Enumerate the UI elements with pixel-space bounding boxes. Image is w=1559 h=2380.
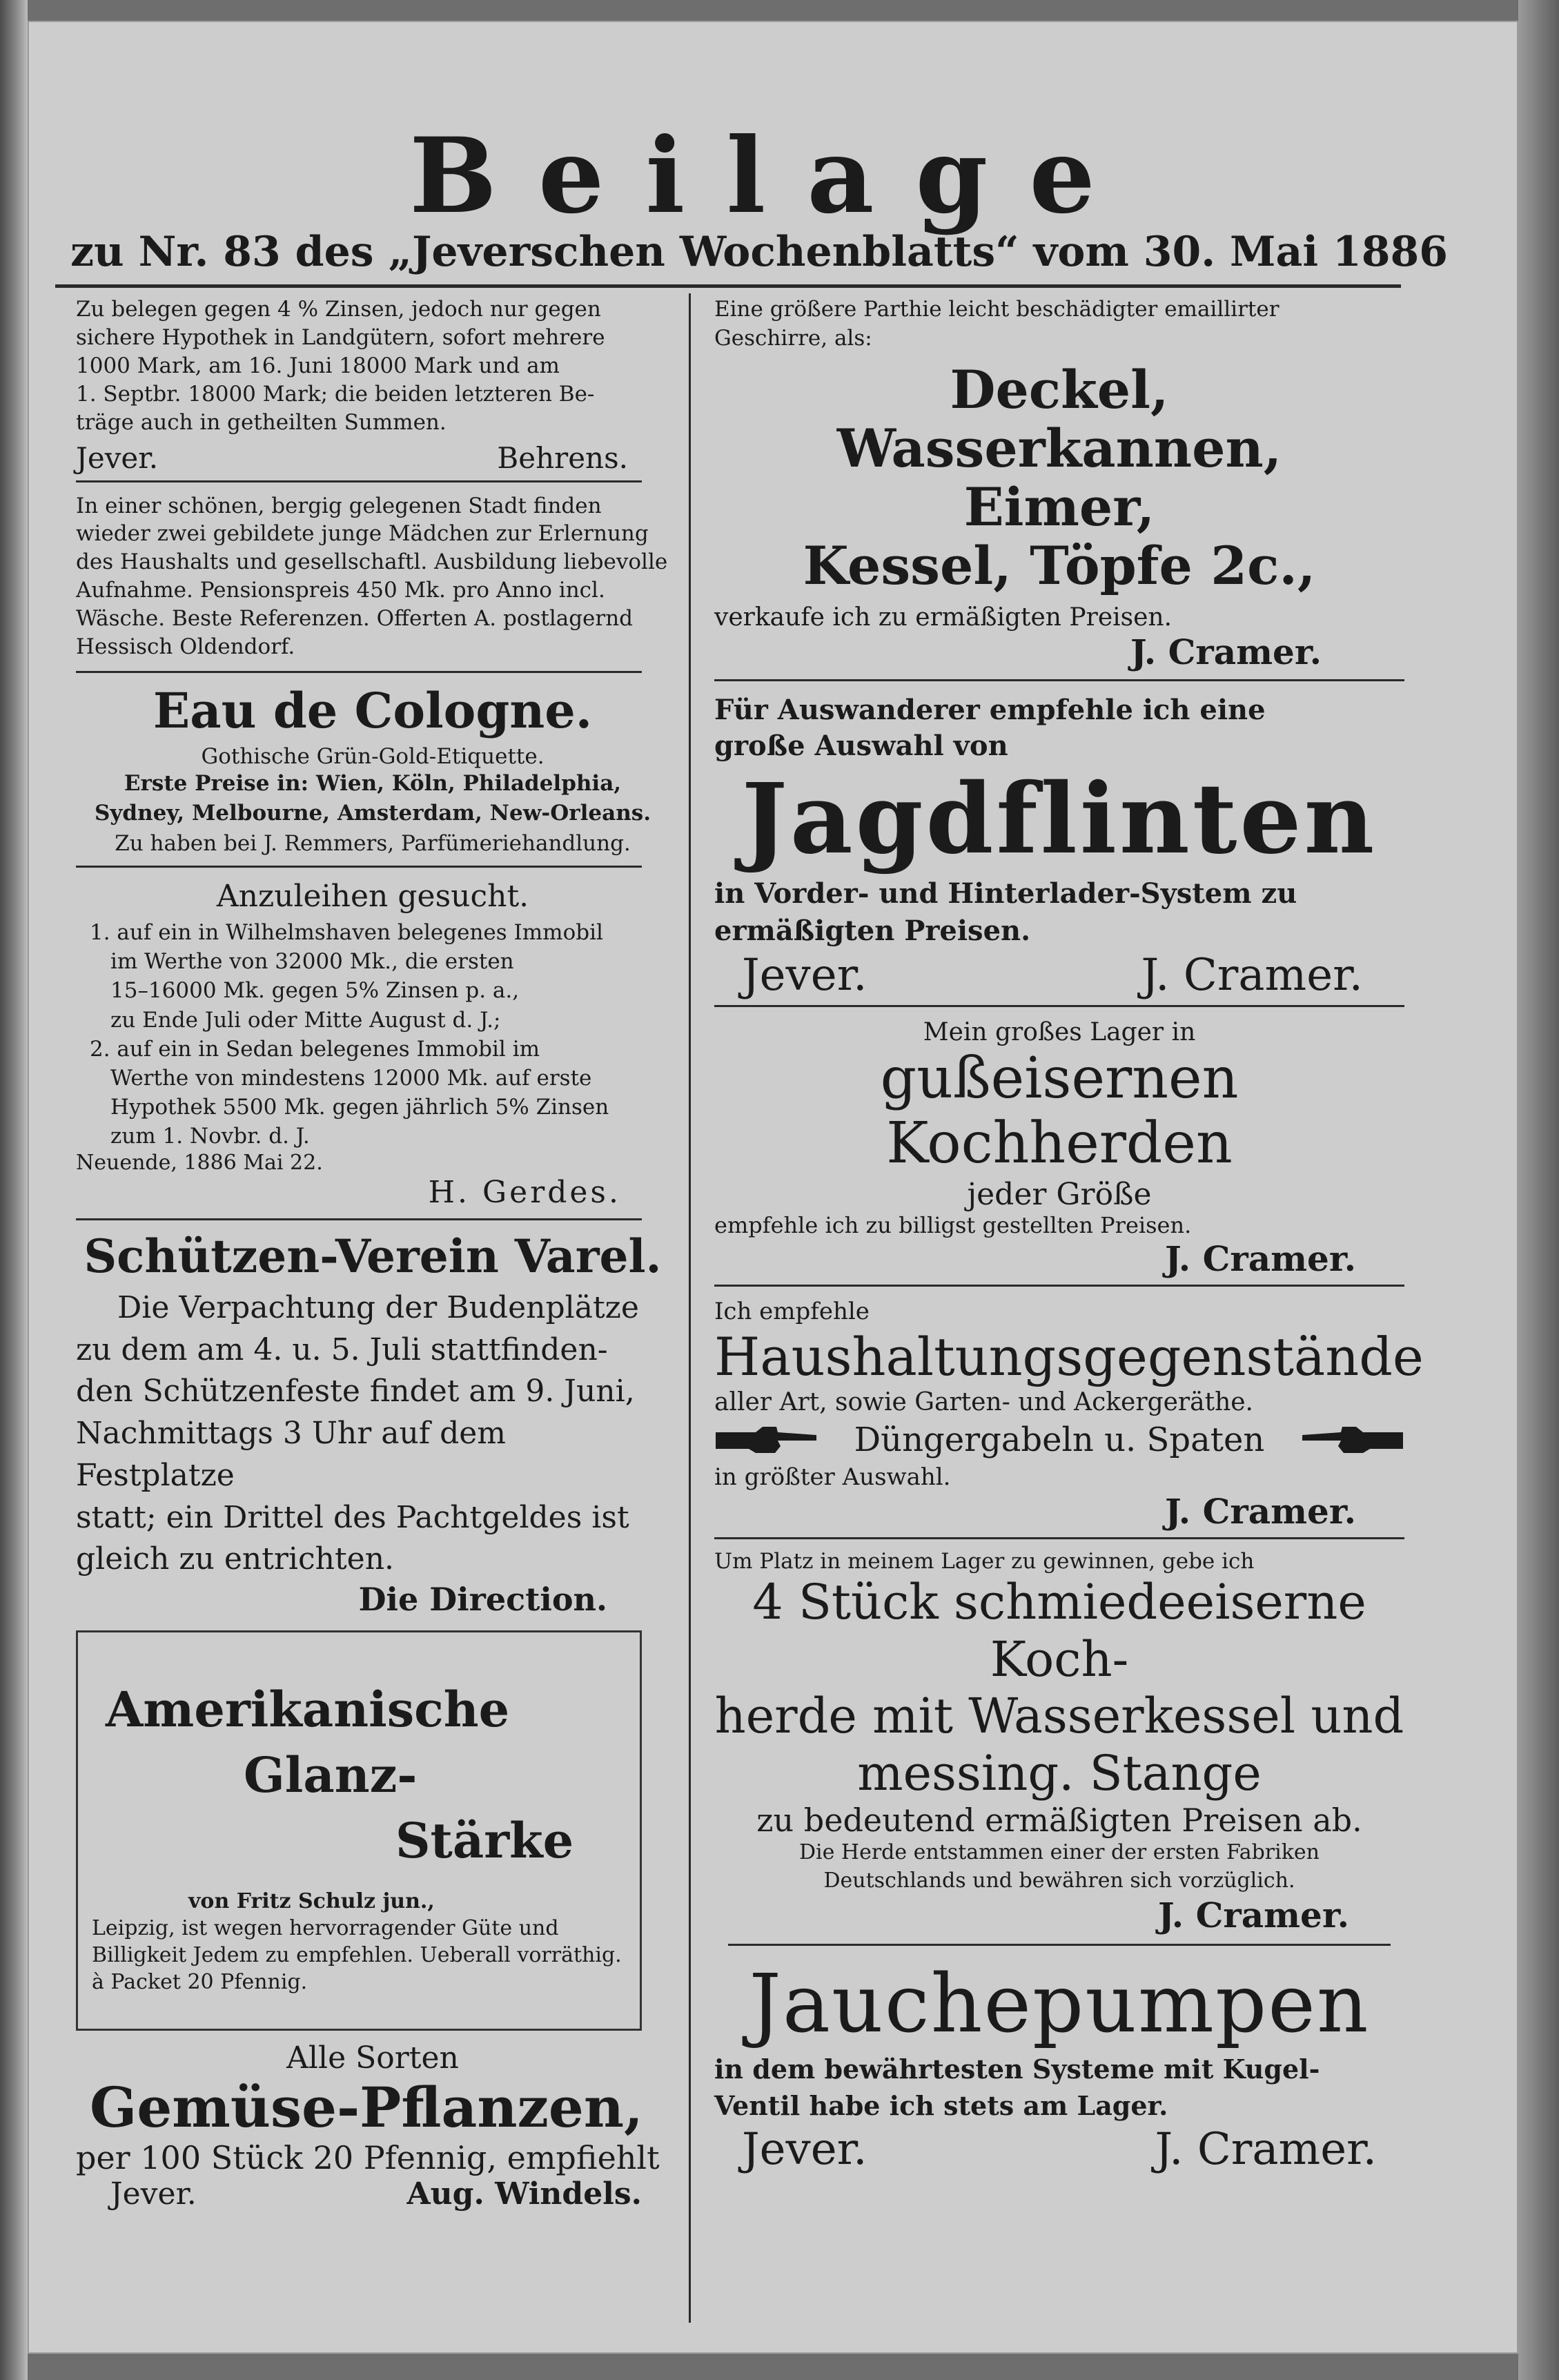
ad-title: Stärke	[395, 1812, 574, 1870]
text-line: messing. Stange	[857, 1744, 1262, 1802]
ad-title: Glanz-	[244, 1746, 418, 1804]
pointing-hand-right-icon	[714, 1423, 818, 1457]
text-line: 1. auf ein in Wilhelmshaven belegenes Immobil	[90, 920, 603, 946]
text-line: per 100 Stück 20 Pfennig, empfiehlt	[76, 2139, 660, 2177]
divider	[728, 1944, 1391, 1946]
text-line: Für Auswanderer empfehle ich eine	[714, 694, 1266, 727]
ad-title: Gemüse-Pflanzen,	[90, 2075, 643, 2140]
ad-title: gußeisernen Kochherden	[880, 1046, 1239, 1177]
ad-vegetable-plants	[76, 2040, 669, 2212]
text-line: statt; ein Drittel des Pachtgeldes ist	[76, 1499, 629, 1535]
text-line: träge auch in getheilten Summen.	[76, 409, 447, 435]
ad-signer: J. Cramer.	[1130, 632, 1322, 673]
text-line: Um Platz in meinem Lager zu gewinnen, gebe ich	[714, 1548, 1255, 1574]
text-line: Geschirre, als:	[714, 325, 872, 351]
text-line: ermäßigten Preisen.	[714, 915, 1031, 948]
newspaper-page	[28, 21, 1518, 2354]
divider	[76, 480, 642, 482]
text-line: 1000 Mark, am 16. Juni 18000 Mark und am	[76, 353, 560, 378]
text-line: Die Verpachtung der Budenplätze	[117, 1289, 639, 1325]
text-line: in dem bewährtesten Systeme mit Kugel-	[714, 2053, 1320, 2085]
ad-pretitle: Alle Sorten	[286, 2040, 459, 2076]
text-line: Mein großes Lager in	[923, 1018, 1196, 1047]
divider	[76, 866, 642, 868]
ad-signer: J. Cramer.	[1155, 2124, 1377, 2176]
ad-enamel-ware	[714, 295, 1404, 672]
ad-signer: J. Cramer.	[1157, 1895, 1349, 1936]
text-line: 4 Stück schmiedeeiserne Koch-	[752, 1573, 1366, 1688]
ad-title: Schützen-Verein Varel.	[84, 1229, 662, 1284]
text-line: Die Herde entstammen einer der ersten Fabriken	[798, 1840, 1320, 1865]
ad-household-goods	[714, 1297, 1424, 1532]
pointing-hand-left-icon	[1301, 1423, 1404, 1457]
ad-title: Jagdflinten	[741, 763, 1377, 877]
text-line: 15–16000 Mk. gegen 5% Zinsen p. a.,	[110, 978, 520, 1004]
text-line: Nachmittags 3 Uhr auf dem Festplatze	[76, 1416, 507, 1493]
text-line: verkaufe ich zu ermäßigten Preisen.	[714, 603, 1173, 632]
ad-place: Jever.	[110, 2176, 197, 2212]
ad-dateline: Neuende, 1886 Mai 22.	[76, 1151, 323, 1176]
divider	[76, 671, 642, 673]
text-line: Hessisch Oldendorf.	[76, 634, 295, 660]
text-line: im Werthe von 32000 Mk., die ersten	[110, 949, 514, 975]
ad-manure-pumps	[714, 1958, 1404, 2175]
page-subtitle: zu Nr. 83 des „Jeverschen Wochenblatts“ vom 30. Mai 1886	[70, 228, 1449, 276]
ad-signer: J. Cramer.	[1164, 1238, 1356, 1279]
ad-mortgage	[76, 295, 669, 475]
ad-title: Haushaltungsgegenstände	[714, 1325, 1424, 1387]
text-line: sichere Hypothek in Landgütern, sofort mehrere	[76, 324, 605, 350]
text-line: in Vorder- und Hinterlader-System zu	[714, 877, 1297, 910]
text-line: Zu belegen gegen 4 % Zinsen, jedoch nur gegen	[76, 297, 601, 322]
text-line: Erste Preise in: Wien, Köln, Philadelphia,	[124, 770, 622, 796]
ad-place: Jever.	[742, 2124, 867, 2176]
ad-item: Wasserkannen,	[836, 417, 1282, 479]
text-line: Zu haben bei J. Remmers, Parfümeriehandlung.	[115, 830, 631, 856]
text-line: Ventil habe ich stets am Lager.	[714, 2089, 1168, 2121]
text-line: Werthe von mindestens 12000 Mk. auf erste	[110, 1065, 592, 1091]
ad-starch-box	[76, 1630, 642, 2031]
text-line: Sydney, Melbourne, Amsterdam, New-Orleans.	[95, 801, 651, 826]
text-line: Düngergabeln u. Spaten	[854, 1420, 1265, 1459]
text-line: herde mit Wasserkessel und	[714, 1688, 1404, 1745]
text-line: gleich zu entrichten.	[76, 1541, 395, 1577]
page-title: Beilage	[409, 115, 1137, 237]
text-line: Eine größere Parthie leicht beschädigter emaillirter	[714, 297, 1279, 322]
text-line: zu Ende Juli oder Mitte August d. J.;	[110, 1007, 501, 1033]
text-line: In einer schönen, bergig gelegenen Stadt finden	[76, 493, 602, 518]
text-line: Ich empfehle	[714, 1297, 870, 1325]
divider	[714, 1285, 1404, 1287]
ad-place: Jever.	[742, 950, 867, 1002]
ad-loans-wanted	[76, 879, 669, 1210]
ad-wrought-iron-stoves	[714, 1549, 1404, 1935]
divider	[714, 1005, 1404, 1007]
text-line: große Auswahl von	[714, 730, 1008, 763]
text-line: 1. Septbr. 18000 Mark; die beiden letzteren Be-	[76, 381, 595, 407]
text-line: Leipzig, ist wegen hervorragender Güte und	[92, 1916, 559, 1941]
text-line: zum 1. Novbr. d. J.	[110, 1124, 310, 1149]
ad-title: Eau de Cologne.	[153, 681, 593, 739]
ad-subtitle: Gothische Grün-Gold-Etiquette.	[201, 743, 545, 769]
text-line: 2. auf ein in Sedan belegenes Immobil im	[90, 1036, 540, 1062]
ad-shooting-club	[76, 1231, 669, 1618]
ad-signer: Behrens.	[497, 440, 628, 475]
ad-signer: H. Gerdes.	[428, 1175, 621, 1211]
divider	[714, 679, 1404, 681]
ad-item: Kessel, Töpfe 2c.,	[803, 535, 1316, 597]
ad-cologne	[76, 681, 669, 859]
text-line: Aufnahme. Pensionspreis 450 Mk. pro Anno incl.	[76, 578, 605, 603]
text-line: zu dem am 4. u. 5. Juli stattfinden-	[76, 1332, 608, 1367]
text-line: von Fritz Schulz jun.,	[188, 1889, 435, 1914]
text-line: Billigkeit Jedem zu empfehlen. Ueberall vorräthig.	[92, 1943, 622, 1968]
ad-hunting-rifles	[714, 692, 1404, 1001]
header-rule	[55, 284, 1401, 288]
ad-cast-iron-stoves	[714, 1018, 1404, 1279]
column-divider	[689, 293, 691, 2323]
divider	[76, 1218, 642, 1220]
text-line: wieder zwei gebildete junge Mädchen zur Erlernung	[76, 521, 649, 547]
text-line: aller Art, sowie Garten- und Ackergeräthe.	[714, 1387, 1253, 1416]
text-line: den Schützenfeste findet am 9. Juni,	[76, 1374, 635, 1410]
right-column	[714, 295, 1424, 2176]
left-column	[76, 295, 669, 2212]
ad-boarding	[76, 492, 669, 661]
text-line: Deutschlands und bewähren sich vorzüglich.	[823, 1868, 1295, 1893]
text-line: Hypothek 5500 Mk. gegen jährlich 5% Zinsen	[110, 1095, 609, 1120]
ad-signer: Die Direction.	[358, 1581, 607, 1619]
text-line: jeder Größe	[967, 1176, 1152, 1212]
text-line: in größter Auswahl.	[714, 1463, 951, 1491]
text-line: à Packet 20 Pfennig.	[92, 1970, 308, 1995]
text-line: empfehle ich zu billigst gestellten Preisen.	[714, 1211, 1192, 1238]
ad-title: Jauchepumpen	[749, 1958, 1370, 2051]
page-right-edge	[1518, 0, 1559, 2380]
ad-title: Anzuleihen gesucht.	[216, 879, 529, 915]
ad-signer: J. Cramer.	[1164, 1490, 1356, 1532]
text-line: Wäsche. Beste Referenzen. Offerten A. postlagernd	[76, 606, 634, 632]
ad-place: Jever.	[76, 440, 159, 475]
ad-item: Deckel,	[950, 358, 1169, 420]
ad-item: Eimer,	[963, 476, 1155, 538]
ad-title: Amerikanische	[106, 1681, 510, 1739]
text-line: des Haushalts und gesellschaftl. Ausbildung liebevolle	[76, 549, 668, 575]
text-line: zu bedeutend ermäßigten Preisen ab.	[756, 1802, 1362, 1840]
divider	[714, 1537, 1404, 1539]
ad-signer: J. Cramer.	[1141, 950, 1363, 1002]
adjacent-page-edge	[0, 0, 28, 2380]
ad-signer: Aug. Windels.	[406, 2176, 642, 2212]
